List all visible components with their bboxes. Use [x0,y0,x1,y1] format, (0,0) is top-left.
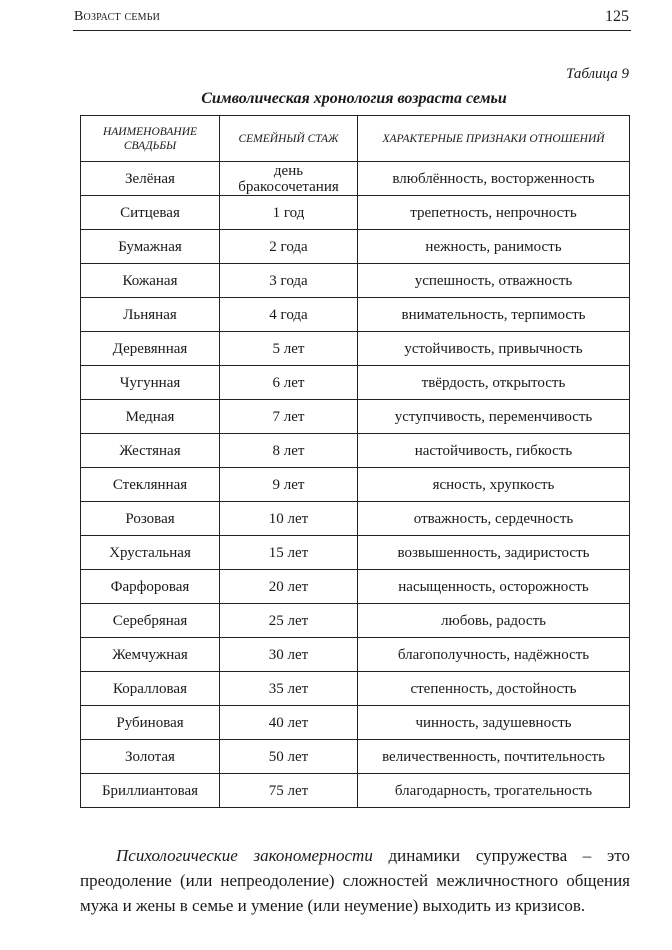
marriage-length-cell: 8 лет [220,434,358,468]
table-row [81,230,630,264]
wedding-name-cell: Чугунная [81,366,220,400]
marriage-length-cell: 4 года [220,298,358,332]
wedding-name-cell: Розовая [81,502,220,536]
relationship-traits-cell: успешность, отважность [358,264,630,298]
relationship-traits-cell: трепетность, непрочность [358,196,630,230]
marriage-length-cell: 10 лет [220,502,358,536]
wedding-name-cell: Кожаная [81,264,220,298]
marriage-length-cell: 7 лет [220,400,358,434]
paragraph-text: динамики супружества – это преодоление (или непреодоление) сложностей межличностного общения мужа и жены в семье и умение (или неумение) выходить из кризисов. [80,846,631,915]
relationship-traits-cell: величественность, почтительность [358,740,630,774]
table-row [81,468,630,502]
wedding-name-cell: Стеклянная [81,468,220,502]
relationship-traits-cell: уступчивость, переменчивость [358,400,630,434]
relationship-traits-cell: насыщенность, осторожность [358,570,630,604]
wedding-name-cell: Серебряная [81,604,220,638]
table-row [81,162,630,196]
wedding-name-cell: Фарфоровая [81,570,220,604]
marriage-length-cell: 5 лет [220,332,358,366]
wedding-name-cell: Хрустальная [81,536,220,570]
column-header-marriage-length: СЕМЕЙНЫЙ СТАЖ [220,116,358,162]
table-row [81,298,630,332]
relationship-traits-cell: чинность, задушевность [358,706,630,740]
marriage-length-cell: 3 года [220,264,358,298]
table-body [81,162,630,808]
marriage-length-cell: 50 лет [220,740,358,774]
column-header-wedding-name: НАИМЕНОВАНИЕ СВАДЬБЫ [81,116,220,162]
marriage-length-cell: 30 лет [220,638,358,672]
marriage-length-cell: 40 лет [220,706,358,740]
wedding-name-cell: Жемчужная [81,638,220,672]
relationship-traits-cell: возвышенность, задиристость [358,536,630,570]
relationship-traits-cell: ясность, хрупкость [358,468,630,502]
marriage-length-cell: 9 лет [220,468,358,502]
paragraph-term: Психологические закономерности [116,846,373,865]
body-paragraph [80,843,630,918]
wedding-name-cell: Бумажная [81,230,220,264]
table-row [81,400,630,434]
marriage-length-cell: 75 лет [220,774,358,808]
wedding-name-cell: Рубиновая [81,706,220,740]
table-number-label: Таблица 9 [566,66,629,82]
marriage-length-cell: 35 лет [220,672,358,706]
relationship-traits-cell: степенность, достойность [358,672,630,706]
table-row [81,264,630,298]
relationship-traits-cell: устойчивость, привычность [358,332,630,366]
wedding-name-cell: Золотая [81,740,220,774]
relationship-traits-cell: отважность, сердечность [358,502,630,536]
relationship-traits-cell: твёрдость, открытость [358,366,630,400]
marriage-length-cell: день бракосочетания [220,162,358,196]
table-row [81,570,630,604]
column-header-relationship-traits: ХАРАКТЕРНЫЕ ПРИЗНАКИ ОТНОШЕНИЙ [358,116,630,162]
marriage-length-cell: 6 лет [220,366,358,400]
marriage-length-cell: 1 год [220,196,358,230]
relationship-traits-cell: внимательность, терпимость [358,298,630,332]
relationship-traits-cell: настойчивость, гибкость [358,434,630,468]
wedding-name-cell: Бриллиантовая [81,774,220,808]
wedding-name-cell: Коралловая [81,672,220,706]
relationship-traits-cell: нежность, ранимость [358,230,630,264]
table-row [81,502,630,536]
marriage-length-cell: 20 лет [220,570,358,604]
table-row [81,196,630,230]
table-row [81,706,630,740]
table-row [81,434,630,468]
running-head [73,6,631,31]
wedding-name-cell: Ситцевая [81,196,220,230]
table-row [81,740,630,774]
marriage-length-cell: 2 года [220,230,358,264]
relationship-traits-cell: любовь, радость [358,604,630,638]
table-caption: Символическая хронология возраста семьи [201,90,507,107]
relationship-traits-cell: влюблённость, восторженность [358,162,630,196]
page-number: 125 [605,8,629,25]
wedding-name-cell: Льняная [81,298,220,332]
wedding-name-cell: Зелёная [81,162,220,196]
wedding-name-cell: Жестяная [81,434,220,468]
relationship-traits-cell: благодарность, трогательность [358,774,630,808]
table-row [81,774,630,808]
marriage-length-cell: 25 лет [220,604,358,638]
table-row [81,332,630,366]
marriage-length-cell: 15 лет [220,536,358,570]
table-row [81,638,630,672]
wedding-name-cell: Деревянная [81,332,220,366]
table-row [81,366,630,400]
table-header-row [81,116,630,162]
wedding-name-cell: Медная [81,400,220,434]
relationship-traits-cell: благополучность, надёжность [358,638,630,672]
table-row [81,536,630,570]
table-row [81,672,630,706]
running-title: Возраст семьи [74,9,161,24]
wedding-chronology-table [80,115,630,808]
table-row [81,604,630,638]
